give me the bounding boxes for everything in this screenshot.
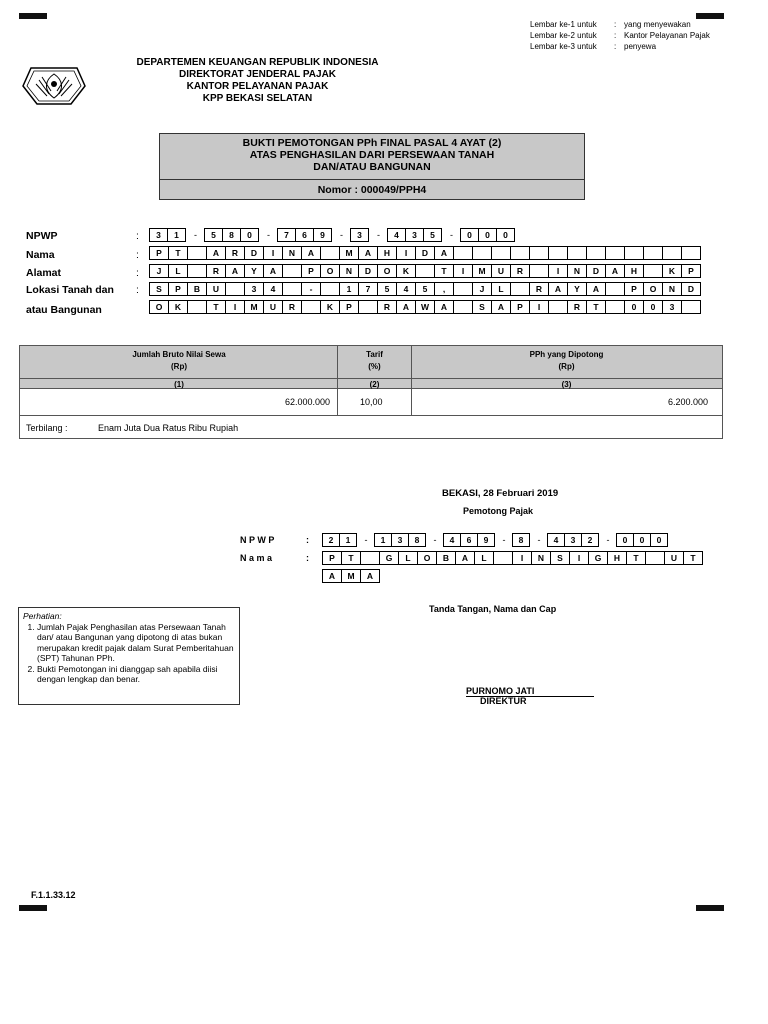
letter-cell: T (206, 300, 226, 314)
letter-cell: S (472, 300, 492, 314)
letter-cell: J (149, 264, 169, 278)
letter-cell: U (206, 282, 226, 296)
letter-cell: 9 (477, 533, 495, 547)
letter-cell (548, 300, 568, 314)
letter-cell: 4 (547, 533, 565, 547)
letter-cell: A (225, 264, 245, 278)
signer-nama-cells (323, 551, 703, 565)
letter-cell (282, 282, 302, 296)
letter-cell: T (341, 551, 361, 565)
letter-cell: 8 (408, 533, 426, 547)
note-item: 1. Jumlah Pajak Penghasilan atas Persewaan Tanah dan/ atau Bangunan yang dipotong di atas bukan merupakan kredit pajak dalam Surat Pemberitahuan (SPT) Tahunan PPh. (37, 622, 235, 664)
letter-cell: L (491, 282, 511, 296)
letter-cell: R (529, 282, 549, 296)
letter-cell: A (605, 264, 625, 278)
signer-nama-label: N a m a (240, 553, 273, 563)
letter-cell: S (550, 551, 570, 565)
letter-cell: 6 (460, 533, 478, 547)
letter-cell (605, 246, 625, 260)
letter-cell: 3 (244, 282, 264, 296)
letter-cell (662, 246, 682, 260)
letter-cell: D (415, 246, 435, 260)
letter-cell: 0 (460, 228, 479, 242)
letter-cell: P (168, 282, 188, 296)
letter-cell: L (398, 551, 418, 565)
letter-cell (358, 300, 378, 314)
signer-nama-cells-2 (323, 569, 380, 583)
document-title-box: BUKTI PEMOTONGAN PPh FINAL PASAL 4 AYAT (2) ATAS PENGHASILAN DARI PERSEWAAN TANAH DAN/ATAU BANGUNAN Nomor : 000049/PPH4 (159, 133, 585, 200)
letter-cell: D (586, 264, 606, 278)
letter-cell (510, 246, 530, 260)
letter-cell: B (187, 282, 207, 296)
letter-cell (605, 300, 625, 314)
lokasi-label: Lokasi Tanah dan (26, 284, 114, 296)
bruto-value: 62.000.000 (284, 397, 330, 407)
letter-cell: N (662, 282, 682, 296)
letter-cell (187, 300, 207, 314)
signer-npwp-label: N P W P (240, 535, 275, 545)
separator-dash: - (194, 230, 197, 240)
letter-cell: 0 (643, 300, 663, 314)
letter-cell (453, 300, 473, 314)
letter-cell: 3 (662, 300, 682, 314)
letter-cell: R (206, 264, 226, 278)
letter-cell: B (436, 551, 456, 565)
letter-cell: K (396, 264, 416, 278)
letter-cell: I (453, 264, 473, 278)
letter-cell: A (206, 246, 226, 260)
letter-cell: 1 (167, 228, 186, 242)
letter-cell: - (301, 282, 321, 296)
letter-cell: I (548, 264, 568, 278)
letter-cell (567, 246, 587, 260)
letter-cell: A (360, 569, 380, 583)
corner-marker-bottom-left (19, 905, 47, 911)
tax-office-logo-icon (21, 60, 87, 108)
alamat-label: Alamat (26, 267, 62, 279)
letter-cell: 0 (624, 300, 644, 314)
letter-cell: H (624, 264, 644, 278)
terbilang-row: Terbilang : Enam Juta Dua Ratus Ribu Rupiah (20, 415, 722, 440)
form-code: F.1.1.33.12 (31, 890, 76, 900)
letter-cell: 7 (358, 282, 378, 296)
letter-cell: D (244, 246, 264, 260)
letter-cell: D (681, 282, 701, 296)
letter-cell (225, 282, 245, 296)
note-item: 2. Bukti Pemotongan ini dianggap sah apabila diisi dengan lengkap dan benar. (37, 664, 235, 685)
letter-cell: 0 (240, 228, 259, 242)
letter-cell: I (529, 300, 549, 314)
letter-cell: R (510, 264, 530, 278)
letter-cell: G (588, 551, 608, 565)
letter-cell: 0 (496, 228, 515, 242)
signature-label: Tanda Tangan, Nama dan Cap (429, 604, 557, 614)
nama-label: Nama (26, 249, 55, 261)
letter-cell: 0 (478, 228, 497, 242)
letter-cell: I (263, 246, 283, 260)
bangunan-cells (150, 300, 701, 314)
column-header: Jumlah Bruto Nilai Sewa (Rp) (20, 346, 338, 378)
letter-cell: 3 (149, 228, 168, 242)
document-number: Nomor : 000049/PPH4 (160, 179, 584, 200)
letter-cell: 9 (313, 228, 332, 242)
letter-cell: T (434, 264, 454, 278)
notes-box (18, 607, 240, 705)
letter-cell: L (474, 551, 494, 565)
separator-dash: - (433, 535, 437, 545)
letter-cell (681, 300, 701, 314)
letter-cell: 1 (374, 533, 392, 547)
letter-cell: A (586, 282, 606, 296)
letter-cell: , (434, 282, 454, 296)
letter-cell: 4 (396, 282, 416, 296)
letter-cell: 5 (423, 228, 442, 242)
copy-row: Lembar ke-2 untuk : Kantor Pelayanan Pajak (530, 31, 710, 40)
letter-cell: R (377, 300, 397, 314)
letter-cell (529, 264, 549, 278)
letter-cell: D (358, 264, 378, 278)
separator-dash: - (606, 535, 610, 545)
npwp-cells (150, 228, 515, 242)
letter-cell: O (149, 300, 169, 314)
letter-cell: A (263, 264, 283, 278)
letter-cell: A (491, 300, 511, 314)
letter-cell: K (662, 264, 682, 278)
office-header: DEPARTEMEN KEUANGAN REPUBLIK INDONESIA DIREKTORAT JENDERAL PAJAK KANTOR PELAYANAN PAJAK KPP BEKASI SELATAN (136, 57, 379, 104)
column-header: Tarif (%) (338, 346, 411, 378)
letter-cell: 8 (512, 533, 530, 547)
letter-cell (320, 282, 340, 296)
letter-cell: P (624, 282, 644, 296)
letter-cell: T (626, 551, 646, 565)
letter-cell: 6 (295, 228, 314, 242)
separator-dash: - (377, 230, 380, 240)
letter-cell: R (225, 246, 245, 260)
letter-cell: J (472, 282, 492, 296)
letter-cell: 2 (322, 533, 340, 547)
letter-cell: 3 (405, 228, 424, 242)
letter-cell: Y (567, 282, 587, 296)
letter-cell (643, 264, 663, 278)
letter-cell: 3 (391, 533, 409, 547)
letter-cell: O (320, 264, 340, 278)
letter-cell: 0 (633, 533, 651, 547)
letter-cell: K (320, 300, 340, 314)
letter-cell: N (567, 264, 587, 278)
letter-cell: 0 (616, 533, 634, 547)
letter-cell (645, 551, 665, 565)
letter-cell: 5 (415, 282, 435, 296)
letter-cell: O (643, 282, 663, 296)
letter-cell: T (168, 246, 188, 260)
letter-cell: K (168, 300, 188, 314)
letter-cell: P (681, 264, 701, 278)
letter-cell: A (396, 300, 416, 314)
letter-cell: A (301, 246, 321, 260)
letter-cell: T (683, 551, 703, 565)
corner-marker-bottom-right (696, 905, 724, 911)
letter-cell: U (263, 300, 283, 314)
letter-cell: U (491, 264, 511, 278)
letter-cell (529, 246, 549, 260)
letter-cell: 1 (339, 282, 359, 296)
letter-cell (491, 246, 511, 260)
letter-cell: 4 (443, 533, 461, 547)
letter-cell: I (225, 300, 245, 314)
copy-row: Lembar ke-1 untuk : yang menyewakan (530, 20, 691, 29)
letter-cell: N (282, 246, 302, 260)
letter-cell (586, 246, 606, 260)
letter-cell (453, 246, 473, 260)
letter-cell: P (510, 300, 530, 314)
letter-cell: M (341, 569, 361, 583)
letter-cell: 0 (650, 533, 668, 547)
letter-cell (415, 264, 435, 278)
letter-cell: I (396, 246, 416, 260)
separator-dash: - (537, 535, 541, 545)
letter-cell: I (512, 551, 532, 565)
letter-cell: 4 (387, 228, 406, 242)
letter-cell: N (531, 551, 551, 565)
letter-cell (605, 282, 625, 296)
corner-marker-top-left (19, 13, 47, 19)
bangunan-label: atau Bangunan (26, 304, 102, 316)
signer-position: DIREKTUR (480, 696, 527, 706)
letter-cell: A (434, 246, 454, 260)
letter-cell: I (569, 551, 589, 565)
letter-cell (282, 264, 302, 278)
nama-cells (150, 246, 701, 260)
document-title: BUKTI PEMOTONGAN PPh FINAL PASAL 4 AYAT (2) (242, 137, 502, 149)
letter-cell: O (377, 264, 397, 278)
column-header: PPh yang Dipotong (Rp) (411, 346, 722, 378)
letter-cell: R (567, 300, 587, 314)
letter-cell: M (339, 246, 359, 260)
lokasi-cells (150, 282, 701, 296)
letter-cell: R (282, 300, 302, 314)
letter-cell (360, 551, 380, 565)
letter-cell (548, 246, 568, 260)
separator-dash: - (450, 230, 453, 240)
letter-cell: U (664, 551, 684, 565)
letter-cell: N (339, 264, 359, 278)
letter-cell: P (301, 264, 321, 278)
letter-cell: A (358, 246, 378, 260)
pph-value: 6.200.000 (667, 397, 708, 407)
signer-npwp-cells (323, 533, 668, 547)
separator-dash: - (340, 230, 343, 240)
letter-cell (453, 282, 473, 296)
npwp-label: NPWP (26, 230, 58, 242)
separator-dash: - (502, 535, 506, 545)
letter-cell (493, 551, 513, 565)
letter-cell: 2 (581, 533, 599, 547)
letter-cell: 3 (350, 228, 369, 242)
place-date: BEKASI, 28 Februari 2019 (442, 488, 559, 499)
letter-cell: M (244, 300, 264, 314)
letter-cell: P (339, 300, 359, 314)
letter-cell (472, 246, 492, 260)
letter-cell: 3 (564, 533, 582, 547)
copy-distribution (530, 19, 710, 52)
letter-cell: 1 (339, 533, 357, 547)
copy-row: Lembar ke-3 untuk : penyewa (530, 42, 657, 51)
notes-title: Perhatian: (23, 611, 62, 621)
letter-cell: 5 (377, 282, 397, 296)
letter-cell (301, 300, 321, 314)
letter-cell (643, 246, 663, 260)
signer-name: PURNOMO JATI (466, 686, 594, 697)
letter-cell: H (607, 551, 627, 565)
letter-cell: 7 (277, 228, 296, 242)
signer-role: Pemotong Pajak (463, 506, 534, 516)
letter-cell (187, 264, 207, 278)
letter-cell: A (455, 551, 475, 565)
letter-cell: S (149, 282, 169, 296)
terbilang-value: Enam Juta Dua Ratus Ribu Rupiah (98, 423, 239, 433)
letter-cell: 4 (263, 282, 283, 296)
letter-cell: W (415, 300, 435, 314)
letter-cell: O (417, 551, 437, 565)
letter-cell (681, 246, 701, 260)
letter-cell (187, 246, 207, 260)
letter-cell: 5 (204, 228, 223, 242)
letter-cell: P (149, 246, 169, 260)
letter-cell: P (322, 551, 342, 565)
letter-cell (624, 246, 644, 260)
separator-dash: - (364, 535, 368, 545)
tax-table: Jumlah Bruto Nilai Sewa (Rp) Tarif (%) PPh yang Dipotong (Rp) (1) (2) (3) 62.000.000 10,00 6.200.000 Terbilang : Enam Juta Dua Ratus Ribu Rupiah (19, 345, 723, 439)
letter-cell: A (548, 282, 568, 296)
letter-cell (510, 282, 530, 296)
letter-cell: A (322, 569, 342, 583)
letter-cell: Y (244, 264, 264, 278)
alamat-cells (150, 264, 701, 278)
letter-cell: A (434, 300, 454, 314)
tarif-value: 10,00 (360, 397, 383, 407)
separator-dash: - (267, 230, 270, 240)
letter-cell (320, 246, 340, 260)
letter-cell: G (379, 551, 399, 565)
letter-cell: 8 (222, 228, 241, 242)
letter-cell: L (168, 264, 188, 278)
letter-cell: H (377, 246, 397, 260)
letter-cell: T (586, 300, 606, 314)
letter-cell: M (472, 264, 492, 278)
